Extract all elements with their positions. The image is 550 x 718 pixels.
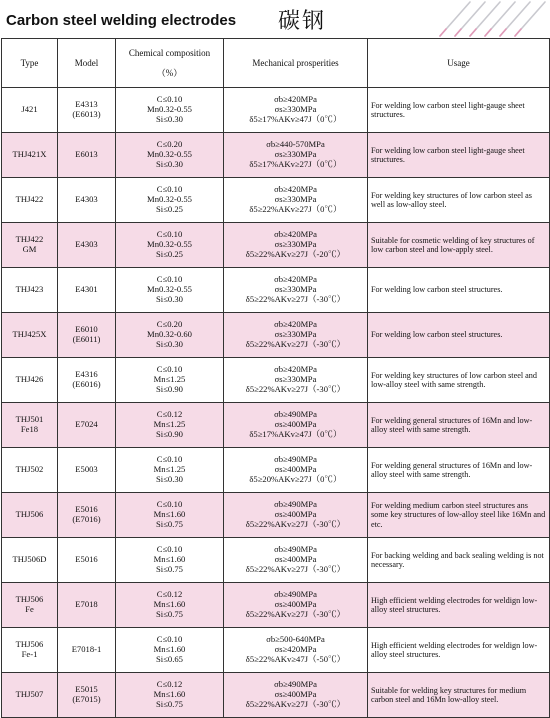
cell-chemical-line: Si≤0.30 bbox=[156, 158, 183, 169]
table-row bbox=[2, 628, 550, 673]
cell-chemical-line: Si≤0.75 bbox=[156, 563, 183, 574]
cell-model bbox=[58, 133, 116, 178]
table-row bbox=[2, 403, 550, 448]
table-row bbox=[2, 448, 550, 493]
cell-type-line: THJ502 bbox=[15, 464, 44, 475]
cell-chemical-line: Si≤0.25 bbox=[156, 203, 183, 214]
cell-chemical-line: C≤0.10 bbox=[156, 94, 183, 105]
cell-type bbox=[2, 403, 58, 448]
cell-chemical bbox=[116, 538, 224, 583]
cell-model bbox=[58, 313, 116, 358]
cell-usage: For welding low carbon steel light-gauge sheet structures. bbox=[368, 133, 550, 178]
cell-mechanical bbox=[224, 583, 368, 628]
table-row bbox=[2, 673, 550, 718]
cell-model bbox=[58, 268, 116, 313]
cell-mechanical-line: δ5≥22%AKv≥27J（-20℃） bbox=[245, 248, 346, 259]
cell-mechanical-line: δ5≥22%AKv≥27J（-30℃） bbox=[245, 563, 346, 574]
cell-chemical-line: Si≤0.90 bbox=[156, 428, 183, 439]
cell-model-line: (E7016) bbox=[72, 514, 101, 524]
cell-usage: For welding key structures of low carbon steel as well as low-alloy steel. bbox=[368, 178, 550, 223]
cell-mechanical bbox=[224, 313, 368, 358]
cell-usage: For welding key structures of low carbon steel and low-alloy steel with same strength. bbox=[368, 358, 550, 403]
cell-type-line: THJ423 bbox=[15, 284, 44, 295]
cell-mechanical-line: σs≥330MPa bbox=[274, 104, 317, 115]
electrode-rods-decoration bbox=[400, 0, 550, 38]
cell-mechanical-line: σb≥420MPa bbox=[274, 94, 317, 105]
cell-chemical-line: Si≤0.30 bbox=[156, 293, 183, 304]
header-row bbox=[2, 39, 550, 88]
cell-type bbox=[2, 583, 58, 628]
cell-model-line: E4303 bbox=[75, 239, 98, 250]
cell-chemical-line: Mn≤1.60 bbox=[153, 644, 186, 655]
cell-usage: For welding medium carbon steel structures ans some key structures of low-alloy steel like 16Mn and etc. bbox=[368, 493, 550, 538]
cell-chemical bbox=[116, 313, 224, 358]
cell-mechanical-line: σb≥490MPa bbox=[274, 499, 317, 510]
cell-type bbox=[2, 133, 58, 178]
page-title: Carbon steel welding electrodes bbox=[6, 12, 237, 29]
cell-type-line: THJ422 bbox=[15, 194, 44, 205]
cell-chemical-line: Mn0.32-0.55 bbox=[147, 194, 192, 205]
cell-chemical-line: Mn≤1.60 bbox=[153, 554, 186, 565]
cell-model bbox=[58, 493, 116, 538]
cell-model-line: E6010 bbox=[75, 324, 98, 335]
cell-chemical-line: Mn≤1.60 bbox=[153, 599, 186, 610]
cell-mechanical-line: σb≥490MPa bbox=[274, 454, 317, 465]
cell-model-line: E4303 bbox=[75, 194, 98, 205]
cell-mechanical-line: σb≥490MPa bbox=[274, 544, 317, 555]
cell-usage: Suitable for cosmetic welding of key structures of low carbon steel and low-apply steel. bbox=[368, 223, 550, 268]
cell-usage: Suitable for welding key structures for medium carbon steel and 16Mn low-alloy steel. bbox=[368, 673, 550, 718]
cell-model-line: (E6013) bbox=[72, 109, 101, 119]
table-row bbox=[2, 88, 550, 133]
cell-type bbox=[2, 88, 58, 133]
cell-chemical-line: Si≤0.75 bbox=[156, 518, 183, 529]
cell-mechanical-line: σs≥330MPa bbox=[274, 239, 317, 250]
cell-chemical bbox=[116, 628, 224, 673]
cell-mechanical-line: σb≥420MPa bbox=[274, 229, 317, 240]
cell-mechanical bbox=[224, 493, 368, 538]
cell-chemical-line: Si≤0.75 bbox=[156, 608, 183, 619]
cell-chemical-line: C≤0.12 bbox=[156, 679, 183, 690]
cell-model-line: (E6011) bbox=[72, 334, 101, 344]
cell-type-line: THJ506 bbox=[15, 594, 44, 605]
cell-usage: High efficient welding electrodes for weldign low-alloy steel structures. bbox=[368, 583, 550, 628]
cell-model bbox=[58, 358, 116, 403]
cell-mechanical-line: δ5≥20%AKv≥27J（0℃） bbox=[249, 473, 342, 484]
cell-mechanical-line: δ5≥22%AKv≥27J（-30℃） bbox=[245, 293, 346, 304]
cell-model-line: E6013 bbox=[75, 149, 98, 160]
cell-type-line: THJ426 bbox=[15, 374, 44, 385]
cell-mechanical-line: δ5≥22%AKv≥27J（-30℃） bbox=[245, 383, 346, 394]
cell-type-line: GM bbox=[22, 244, 37, 254]
cell-mechanical bbox=[224, 88, 368, 133]
cell-type bbox=[2, 673, 58, 718]
cell-chemical-line: Mn≤1.60 bbox=[153, 689, 186, 700]
cell-chemical-line: C≤0.10 bbox=[156, 499, 183, 510]
cell-chemical bbox=[116, 583, 224, 628]
cell-mechanical-line: δ5≥22%AKv≥47J（-50℃） bbox=[245, 653, 346, 664]
cell-type bbox=[2, 493, 58, 538]
cell-model-line: E4316 bbox=[75, 369, 98, 380]
cell-model-line: E4313 bbox=[75, 99, 98, 110]
cell-mechanical-line: σs≥330MPa bbox=[274, 194, 317, 205]
cell-chemical bbox=[116, 448, 224, 493]
cell-usage: High efficient welding electrodes for weldign low-alloy steel structures. bbox=[368, 628, 550, 673]
cell-mechanical-line: σs≥400MPa bbox=[274, 464, 317, 475]
cell-mechanical-line: σb≥490MPa bbox=[274, 409, 317, 420]
cell-usage: For welding general structures of 16Mn and low-alloy steel with same strength. bbox=[368, 403, 550, 448]
cell-usage: For backing welding and back sealing welding is not necessary. bbox=[368, 538, 550, 583]
cell-chemical-line: C≤0.12 bbox=[156, 409, 183, 420]
cell-mechanical bbox=[224, 133, 368, 178]
cell-chemical-line: Mn0.32-0.55 bbox=[147, 104, 192, 115]
cell-chemical bbox=[116, 268, 224, 313]
cell-chemical bbox=[116, 673, 224, 718]
cell-model bbox=[58, 223, 116, 268]
cell-mechanical bbox=[224, 178, 368, 223]
cell-mechanical-line: σs≥400MPa bbox=[274, 419, 317, 430]
cell-type bbox=[2, 313, 58, 358]
cell-mechanical-line: σb≥440-570MPa bbox=[266, 139, 325, 150]
cell-mechanical bbox=[224, 673, 368, 718]
cell-type-line: THJ506 bbox=[15, 639, 44, 650]
cell-model bbox=[58, 583, 116, 628]
cell-model bbox=[58, 538, 116, 583]
cell-mechanical-line: δ5≥17%AKv≥27J（0℃） bbox=[249, 158, 342, 169]
cell-chemical bbox=[116, 133, 224, 178]
cell-model bbox=[58, 178, 116, 223]
cell-chemical-line: Si≤0.90 bbox=[156, 383, 183, 394]
cell-mechanical bbox=[224, 448, 368, 493]
cell-chemical bbox=[116, 493, 224, 538]
cell-mechanical-line: σs≥400MPa bbox=[274, 689, 317, 700]
cell-chemical-line: C≤0.12 bbox=[156, 589, 183, 600]
cell-mechanical-line: δ5≥22%AKv≥27J（-30℃） bbox=[245, 698, 346, 709]
cell-model bbox=[58, 403, 116, 448]
cell-mechanical-line: σs≥330MPa bbox=[274, 284, 317, 295]
cell-chemical bbox=[116, 178, 224, 223]
cell-type-line: Fe bbox=[25, 604, 34, 614]
cell-mechanical-line: σb≥420MPa bbox=[274, 274, 317, 285]
header-chemical-composition bbox=[116, 39, 224, 88]
table-row bbox=[2, 178, 550, 223]
cell-chemical bbox=[116, 403, 224, 448]
cell-mechanical-line: σb≥490MPa bbox=[274, 589, 317, 600]
cell-type-line: THJ501 bbox=[15, 414, 44, 425]
cell-chemical-line: C≤0.10 bbox=[156, 544, 183, 555]
cell-mechanical-line: σs≥330MPa bbox=[274, 374, 317, 385]
cell-model-line: E7018-1 bbox=[71, 644, 102, 655]
cell-chemical-line: C≤0.10 bbox=[156, 274, 183, 285]
cell-chemical-line: Si≤0.30 bbox=[156, 113, 183, 124]
cell-type-line: THJ506 bbox=[15, 509, 44, 520]
cell-model-line: E4301 bbox=[75, 284, 98, 295]
header-chem-line2: （%） bbox=[156, 68, 183, 78]
cell-type-line: Fe18 bbox=[20, 424, 39, 434]
table-row bbox=[2, 493, 550, 538]
cell-chemical-line: Mn0.32-0.60 bbox=[147, 329, 192, 340]
cell-chemical bbox=[116, 358, 224, 403]
cell-mechanical-line: σs≥330MPa bbox=[274, 149, 317, 160]
cell-model-line: E7024 bbox=[75, 419, 98, 430]
cell-chemical-line: Si≤0.65 bbox=[156, 653, 183, 664]
header-chem-line1: Chemical composition bbox=[128, 47, 211, 58]
cell-type-line: THJ421X bbox=[12, 149, 47, 160]
cell-mechanical-line: δ5≥17%AKv≥47J（0℃） bbox=[249, 428, 342, 439]
cell-type-line: THJ422 bbox=[15, 234, 44, 245]
cell-usage: For welding low carbon steel light-gauge sheet structures. bbox=[368, 88, 550, 133]
cell-model bbox=[58, 673, 116, 718]
cell-mechanical-line: σb≥420MPa bbox=[274, 319, 317, 330]
header-model: Model bbox=[58, 39, 116, 88]
cell-model-line: E5003 bbox=[75, 464, 98, 475]
cell-chemical-line: C≤0.20 bbox=[156, 139, 183, 150]
cell-type bbox=[2, 448, 58, 493]
page-title-chinese: 碳钢 bbox=[278, 9, 327, 34]
cell-type-line: J421 bbox=[21, 104, 38, 115]
cell-type-line: THJ506D bbox=[12, 554, 47, 565]
cell-type bbox=[2, 178, 58, 223]
cell-type bbox=[2, 628, 58, 673]
cell-chemical bbox=[116, 223, 224, 268]
cell-chemical-line: C≤0.10 bbox=[156, 634, 183, 645]
header-usage: Usage bbox=[368, 39, 550, 88]
cell-model-line: E5016 bbox=[75, 504, 98, 515]
cell-mechanical-line: σb≥500-640MPa bbox=[266, 634, 325, 645]
cell-mechanical-line: δ5≥22%AKv≥27J（-30℃） bbox=[245, 338, 346, 349]
cell-chemical-line: C≤0.10 bbox=[156, 229, 183, 240]
cell-chemical-line: Si≤0.30 bbox=[156, 473, 183, 484]
cell-mechanical bbox=[224, 268, 368, 313]
cell-model-line: E5015 bbox=[75, 684, 98, 695]
cell-chemical-line: Mn≤1.25 bbox=[153, 374, 186, 385]
cell-type bbox=[2, 223, 58, 268]
cell-chemical-line: Mn≤1.60 bbox=[153, 509, 186, 520]
table-row bbox=[2, 583, 550, 628]
cell-chemical-line: Mn0.32-0.55 bbox=[147, 239, 192, 250]
cell-type-line: Fe-1 bbox=[21, 649, 38, 659]
cell-chemical bbox=[116, 88, 224, 133]
cell-usage: For welding low carbon steel structures. bbox=[368, 313, 550, 358]
cell-mechanical bbox=[224, 628, 368, 673]
cell-mechanical bbox=[224, 223, 368, 268]
cell-chemical-line: Mn0.32-0.55 bbox=[147, 149, 192, 160]
electrode-table bbox=[1, 38, 550, 718]
cell-chemical-line: C≤0.10 bbox=[156, 184, 183, 195]
header-type: Type bbox=[2, 39, 58, 88]
cell-chemical-line: Si≤0.25 bbox=[156, 248, 183, 259]
cell-chemical-line: Si≤0.75 bbox=[156, 698, 183, 709]
cell-chemical-line: Mn≤1.25 bbox=[153, 464, 186, 475]
table-row bbox=[2, 223, 550, 268]
cell-model-line: E7018 bbox=[75, 599, 98, 610]
cell-chemical-line: Si≤0.30 bbox=[156, 338, 183, 349]
table-row bbox=[2, 133, 550, 178]
cell-mechanical bbox=[224, 403, 368, 448]
cell-model-line: E5016 bbox=[75, 554, 98, 565]
cell-type bbox=[2, 538, 58, 583]
cell-model bbox=[58, 628, 116, 673]
cell-chemical-line: Mn≤1.25 bbox=[153, 419, 186, 430]
cell-mechanical-line: δ5≥22%AKv≥27J（-30℃） bbox=[245, 518, 346, 529]
cell-chemical-line: C≤0.10 bbox=[156, 454, 183, 465]
cell-mechanical-line: σs≥400MPa bbox=[274, 509, 317, 520]
cell-model-line: (E6016) bbox=[72, 379, 101, 389]
header-mechanical: Mechanical prosperities bbox=[224, 39, 368, 88]
cell-model-line: (E7015) bbox=[72, 694, 101, 704]
cell-type bbox=[2, 358, 58, 403]
table-row bbox=[2, 268, 550, 313]
table-row bbox=[2, 313, 550, 358]
cell-usage: For welding low carbon steel structures. bbox=[368, 268, 550, 313]
cell-mechanical-line: δ5≥17%AKv≥47J（0℃） bbox=[249, 113, 342, 124]
cell-model bbox=[58, 448, 116, 493]
cell-mechanical-line: σs≥420MPa bbox=[274, 644, 317, 655]
cell-type-line: THJ507 bbox=[15, 689, 44, 700]
cell-type-line: THJ425X bbox=[12, 329, 47, 340]
cell-chemical-line: Mn0.32-0.55 bbox=[147, 284, 192, 295]
cell-mechanical-line: σb≥490MPa bbox=[274, 679, 317, 690]
cell-mechanical-line: δ5≥22%AKv≥27J（0℃） bbox=[249, 203, 342, 214]
cell-mechanical-line: σs≥400MPa bbox=[274, 599, 317, 610]
cell-mechanical-line: σs≥400MPa bbox=[274, 554, 317, 565]
cell-mechanical-line: δ5≥22%AKv≥27J（-30℃） bbox=[245, 608, 346, 619]
cell-chemical-line: C≤0.20 bbox=[156, 319, 183, 330]
cell-type bbox=[2, 268, 58, 313]
table-row bbox=[2, 538, 550, 583]
cell-usage: For welding general structures of 16Mn and low-alloy steel with same strength. bbox=[368, 448, 550, 493]
cell-mechanical-line: σb≥420MPa bbox=[274, 184, 317, 195]
cell-model bbox=[58, 88, 116, 133]
cell-mechanical-line: σs≥330MPa bbox=[274, 329, 317, 340]
cell-chemical-line: C≤0.10 bbox=[156, 364, 183, 375]
cell-mechanical bbox=[224, 358, 368, 403]
cell-mechanical-line: σb≥420MPa bbox=[274, 364, 317, 375]
cell-mechanical bbox=[224, 538, 368, 583]
table-row bbox=[2, 358, 550, 403]
